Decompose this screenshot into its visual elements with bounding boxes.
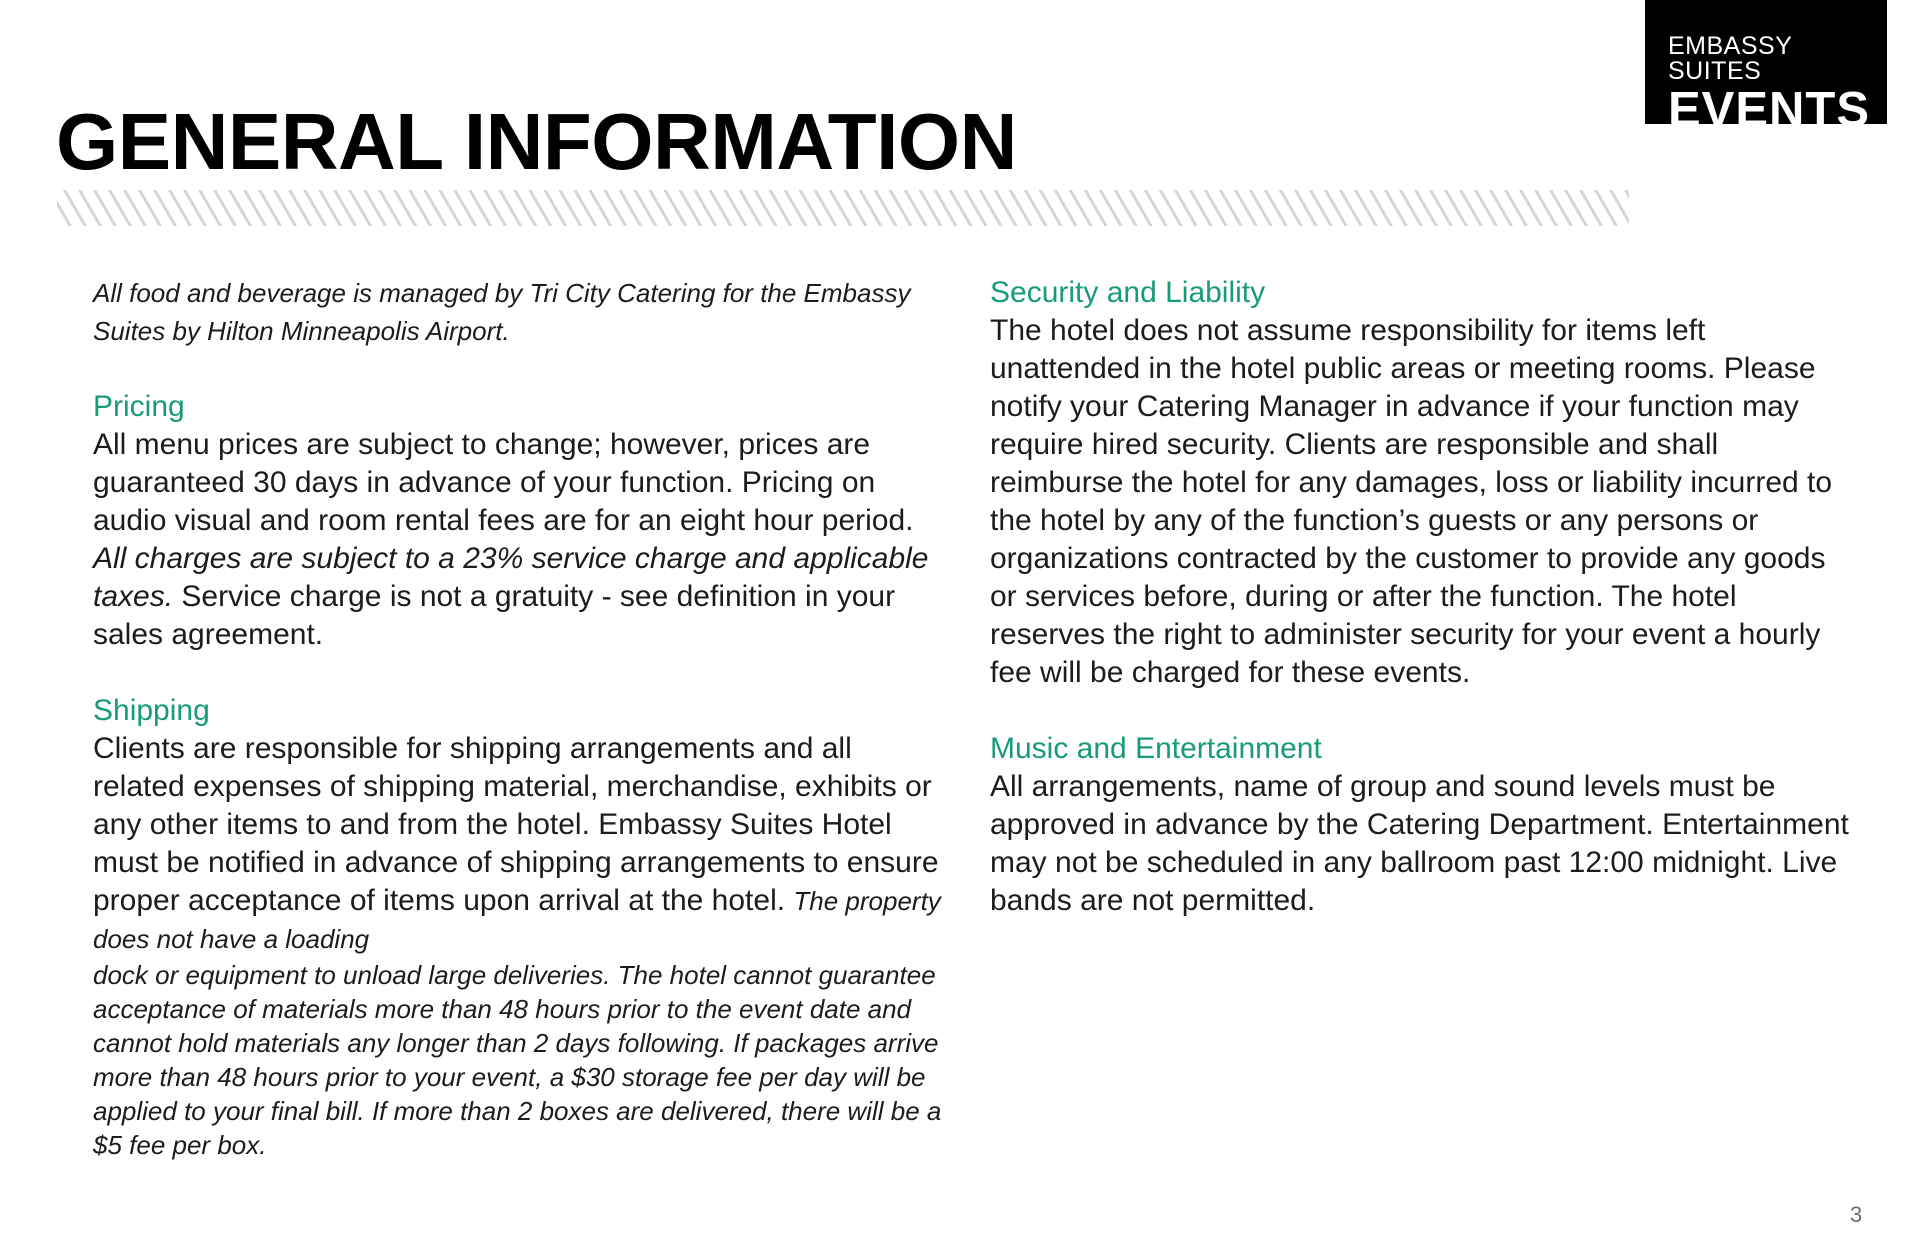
shipping-loading-dock-text: The property does not have a loading [93, 886, 941, 954]
logo-events-line: EVENTS [1668, 83, 1871, 137]
shipping-heading: Shipping [93, 694, 210, 727]
pricing-service-charge-text: All charges are subject to a 23% service charge and applicable taxes. [93, 542, 929, 613]
hatch-divider [57, 190, 1629, 226]
shipping-storage-policy-text: dock or equipment to unload large deliveries. The hotel cannot guarantee acceptance of materials more than 48 hours prior to the event date and cannot hold materials any longer than 2 days following. If packages arrive more than 48 hours prior to your event, a $30 storage fee per day will be applied to your final bill. If more than 2 boxes are delivered, there will be a $5 fee per box. [93, 960, 942, 1160]
pricing-text-part-1: All menu prices are subject to change; however, prices are guaranteed 30 days in advance of your function. Pricing on audio visual and room rental fees are for an eight hour period. [93, 428, 914, 537]
security-section [990, 274, 1850, 692]
security-heading: Security and Liability [990, 276, 1266, 309]
pricing-section [93, 388, 943, 654]
page-title: GENERAL INFORMATION [56, 97, 1017, 186]
page-number: 3 [1850, 1202, 1863, 1227]
music-heading: Music and Entertainment [990, 732, 1322, 765]
events-logo [1645, 0, 1887, 137]
right-column [990, 274, 1850, 958]
logo-brand-line: EMBASSY SUITES [1668, 32, 1792, 85]
security-text: The hotel does not assume responsibility for items left unattended in the hotel public areas or meeting rooms. Please notify your Catering Manager in advance if your function may require hired security. Clients are responsible and shall reimburse the hotel for any damages, loss or liability incurred to the hotel by any of the function’s guests or any persons or organizations contracted by the customer to provide any goods or services before, during or after the function. The hotel reserves the right to administer security for your event a hourly fee will be charged for these events. [990, 314, 1833, 689]
intro-text: All food and beverage is managed by Tri City Catering for the Embassy Suites by Hilton Minneapolis Airport. [93, 278, 911, 346]
music-section [990, 730, 1850, 920]
pricing-text [93, 426, 943, 654]
shipping-section [93, 692, 943, 1162]
left-column [93, 274, 943, 1200]
pricing-text-part-2: Service charge is not a gratuity - see definition in your sales agreement. [93, 580, 896, 651]
shipping-text [93, 730, 943, 958]
music-text: All arrangements, name of group and sound levels must be approved in advance by the Catering Department. Entertainment may not be scheduled in any ballroom past 12:00 midnight. Live bands are not permitted. [990, 770, 1849, 917]
shipping-text-part-1: Clients are responsible for shipping arrangements and all related expenses of shipping material, merchandise, exhibits or any other items to and from the hotel. Embassy Suites Hotel must be notified in advance of shipping arrangements to ensure proper acceptance of items upon arrival at the hotel. [93, 732, 939, 917]
pricing-heading: Pricing [93, 390, 185, 423]
